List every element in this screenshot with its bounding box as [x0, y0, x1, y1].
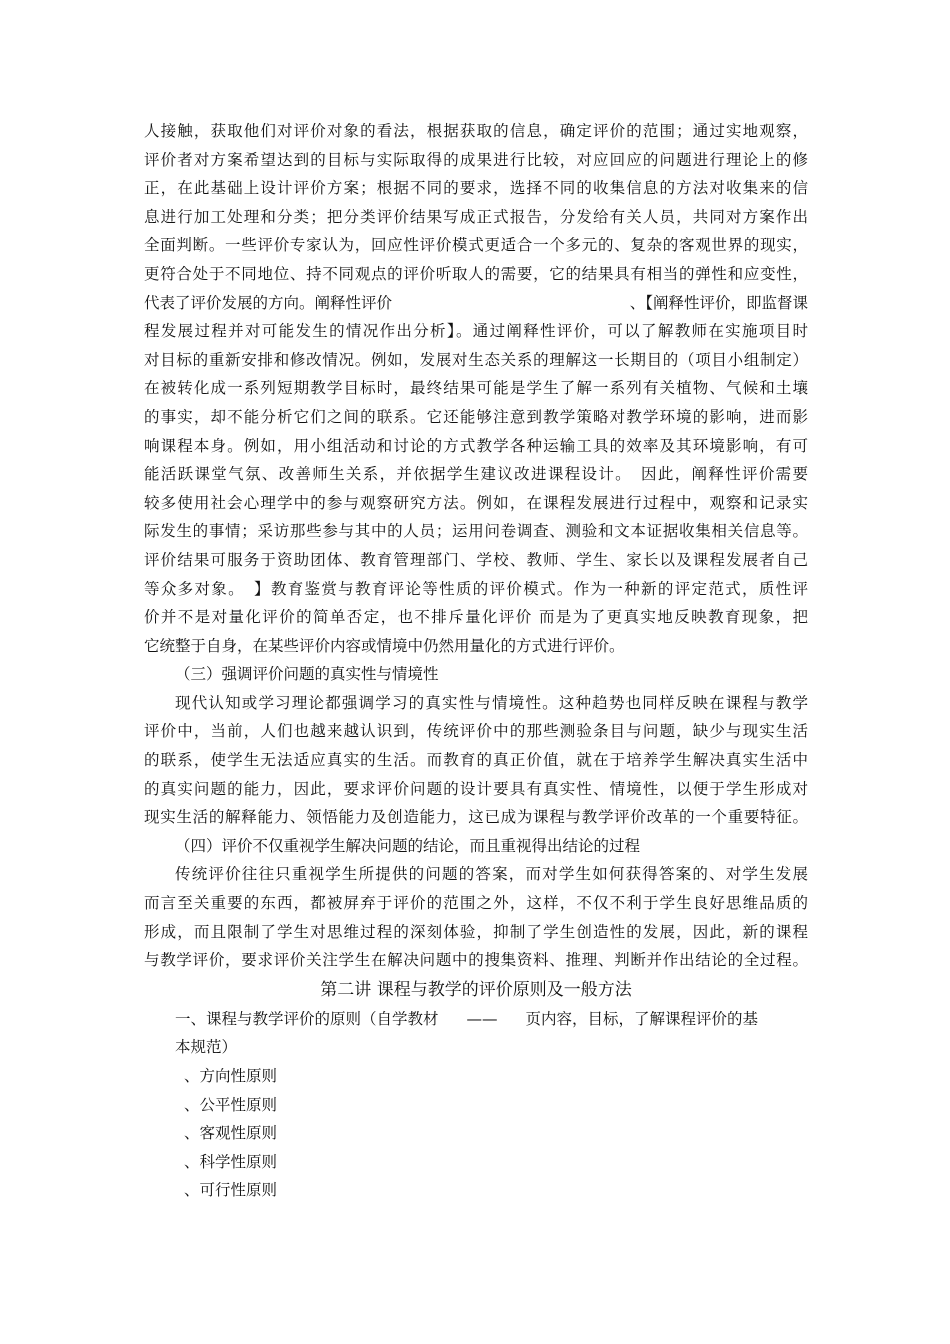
text-line: 价并不是对量化评价的简单否定，也不排斥量化评价 而是为了更真实地反映教育现象，把: [144, 608, 808, 627]
paragraph-illuminative-evaluation: [144, 317, 808, 660]
text-line: 评价者对方案希望达到的目标与实际取得的成果进行比较，对应回应的问题进行理论上的修: [144, 150, 808, 169]
text-line: 传统评价往往只重视学生所提供的问题的答案，而对学生如何获得答案的、对学生发展: [175, 865, 808, 884]
text-line: 而言至关重要的东西，都被屏弃于评价的范围之外，这样，不仅不利于学生良好思维品质的: [144, 894, 808, 913]
text-line: 形成，而且限制了学生对思维过程的深刻体验，抑制了学生创造性的发展，因此，新的课程: [144, 922, 808, 941]
text-line: 响课程本身。例如，用小组活动和讨论的方式教学各种运输工具的效率及其环境影响，有可: [144, 436, 808, 455]
principles-intro: [144, 1005, 808, 1034]
paragraph-process: [144, 860, 808, 974]
principle-item: 、科学性原则: [184, 1152, 278, 1171]
principles-intro-part1: 一、课程与教学评价的原则（自学教材: [175, 1009, 439, 1028]
text-line: 能活跃课堂气氛、改善师生关系，并依据学生建议改进课程设计。 因此，阐释性评价需要: [144, 465, 808, 484]
text-line: 与教学评价，要求评价关注学生在解决问题中的搜集资料、推理、判断并作出结论的全过程。: [144, 951, 808, 970]
document-page: [144, 117, 808, 1205]
text-line: 程发展过程并对可能发生的情况作出分析】。通过阐释性评价，可以了解教师在实施项目时: [144, 322, 808, 341]
principle-item: 、公平性原则: [184, 1095, 278, 1114]
text-line: 在被转化成一系列短期教学目标时，最终结果可能是学生了解一系列有关植物、气候和土壤: [144, 379, 808, 398]
text-line: 的真实问题的能力，因此，要求评价问题的设计要具有真实性、情境性，以便于学生形成对: [144, 779, 808, 798]
section-heading-3: （三）强调评价问题的真实性与情境性: [175, 665, 439, 684]
text-line: 评价中，当前，人们也越来越认识到，传统评价中的那些测验条目与问题，缺少与现实生活: [144, 722, 808, 741]
text-line: 更符合处于不同地位、持不同观点的评价听取人的需要，它的结果具有相当的弹性和应变性，: [144, 264, 808, 283]
paragraph-responsive-evaluation: [144, 117, 808, 317]
principle-item: 、客观性原则: [184, 1124, 278, 1143]
principles-intro-part2: 页内容，目标，了解课程评价的基: [525, 1009, 759, 1028]
text-line: 际发生的事情；采访那些参与其中的人员；运用问卷调查、测验和文本证据收集相关信息等。: [144, 522, 808, 541]
text-line: 人接触，获取他们对评价对象的看法，根据获取的信息，确定评价的范围；通过实地观察，: [144, 122, 808, 140]
text-line: 对目标的重新安排和修改情况。例如，发展对生态关系的理解这一长期目的（项目小组制定）: [144, 350, 808, 369]
principle-item: 、方向性原则: [184, 1067, 278, 1085]
principles-intro-dash: ——: [466, 1009, 498, 1028]
text-line-left: 代表了评价发展的方向。阐释性评价: [144, 293, 393, 312]
principles-intro-cont: 本规范）: [175, 1038, 238, 1057]
text-line-last: 它统整于自身，在某些评价内容或情境中仍然用量化的方式进行评价。: [144, 636, 625, 655]
principle-item: 、可行性原则: [184, 1181, 278, 1200]
lecture-title: 第二讲 课程与教学的评价原则及一般方法: [320, 979, 632, 1000]
text-line: 较多使用社会心理学中的参与观察研究方法。例如，在课程发展进行过程中，观察和记录实: [144, 493, 808, 512]
text-line: 等众多对象。 】教育鉴赏与教育评论等性质的评价模式。作为一种新的评定范式，质性评: [144, 579, 808, 598]
text-line: 全面判断。一些评价专家认为，回应性评价模式更适合一个多元的、复杂的客观世界的现实，: [144, 236, 808, 255]
text-line-split: [144, 289, 808, 318]
text-line: 评价结果可服务于资助团体、教育管理部门、学校、教师、学生、家长以及课程发展者自己: [144, 550, 808, 569]
text-line: 的事实，却不能分析它们之间的联系。它还能够注意到教学策略对教学环境的影响，进而影: [144, 407, 808, 426]
text-line: 现代认知或学习理论都强调学习的真实性与情境性。这种趋势也同样反映在课程与教学: [175, 693, 808, 712]
text-line: 息进行加工处理和分类；把分类评价结果写成正式报告，分发给有关人员，共同对方案作出: [144, 207, 808, 226]
text-line: 现实生活的解释能力、领悟能力及创造能力，这已成为课程与教学评价改革的一个重要特征。: [144, 808, 808, 827]
section-heading-4: （四）评价不仅重视学生解决问题的结论，而且重视得出结论的过程: [175, 836, 641, 855]
text-line: 的联系，使学生无法适应真实的生活。而教育的真正价值，就在于培养学生解决真实生活中: [144, 751, 808, 770]
text-line: 正，在此基础上设计评价方案；根据不同的要求，选择不同的收集信息的方法对收集来的信: [144, 179, 808, 198]
paragraph-authenticity: [144, 689, 808, 832]
text-line-right: 、【阐释性评价，即监督课: [629, 293, 808, 312]
